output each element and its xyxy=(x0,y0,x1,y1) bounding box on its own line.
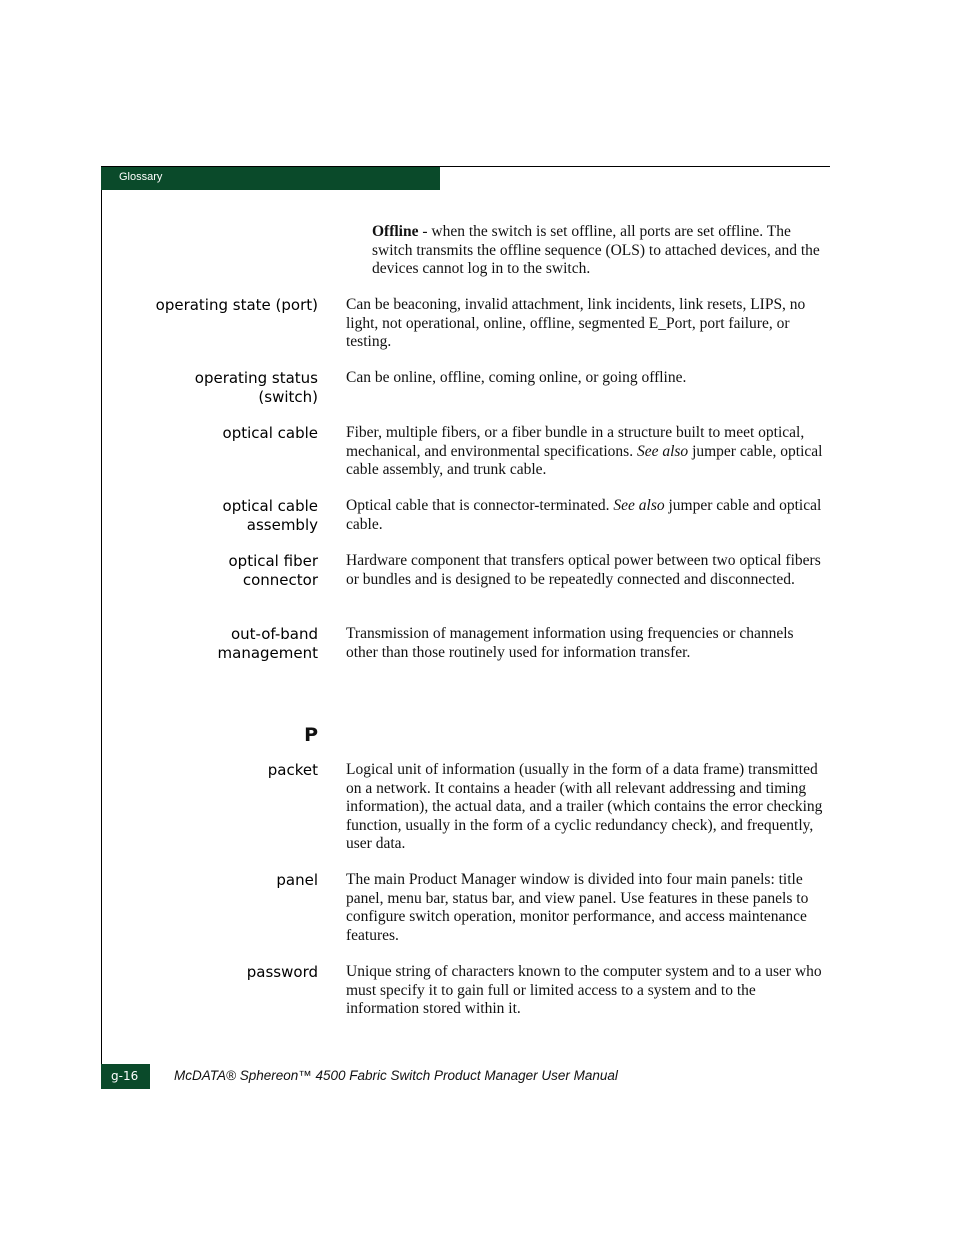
section-header-bar xyxy=(101,167,440,190)
offline-text: - when the switch is set offline, all ports are set offline. The switch transmits the offline sequence (OLS) to attached devices, and the devices cannot log in to the switch. xyxy=(372,223,820,278)
margin-rule xyxy=(101,166,102,1088)
definition-text: jumper cable and optical cable. xyxy=(346,497,822,533)
section-letter: P xyxy=(304,724,318,746)
see-also: See also xyxy=(636,442,689,460)
page-number-box xyxy=(101,1064,150,1089)
glossary-definition: Hardware component that transfers optical power between two optical fibers or bundles and is designed to be repeatedly connected and disconnected. xyxy=(346,552,821,588)
glossary-definition: Logical unit of information (usually in the form of a data frame) transmitted on a network. It contains a header (with all relevant addressing and timing information), the actual data, and a trailer (which contains the error checking function, usually in the form of a cyclic redundancy check), and frequently, user data. xyxy=(346,761,823,853)
glossary-definition xyxy=(346,497,826,534)
term-line: management xyxy=(217,644,318,662)
glossary-term: operating state (port) xyxy=(155,296,318,314)
glossary-definition: Unique string of characters known to the computer system and to a user who must specify it to gain full or limited access to a system and to the information stored within it. xyxy=(346,963,822,1018)
glossary-definition: The main Product Manager window is divided into four main panels: title panel, menu bar, status bar, and view panel. Use features in these panels to configure switch operation, monitor performance, and access maintenance features. xyxy=(346,871,809,944)
glossary-term xyxy=(120,497,318,535)
glossary-definition xyxy=(346,424,826,480)
glossary-term xyxy=(120,369,318,407)
offline-term: Offline xyxy=(372,223,419,240)
manual-title: McDATA® Sphereon™ 4500 Fabric Switch Product Manager User Manual xyxy=(174,1068,618,1083)
glossary-definition: Can be online, offline, coming online, or going offline. xyxy=(346,369,687,386)
definition-text: Optical cable that is connector-terminated. xyxy=(346,497,614,514)
term-line: operating status xyxy=(194,369,318,387)
glossary-term xyxy=(120,552,318,590)
section-header-label: Glossary xyxy=(119,171,163,183)
term-line: assembly xyxy=(246,516,318,534)
glossary-term: panel xyxy=(276,871,318,889)
term-line: out-of-band xyxy=(230,625,318,643)
definition-text: jumper cable, optical cable assembly, and trunk cable. xyxy=(346,442,823,479)
term-line: optical fiber xyxy=(228,552,318,570)
glossary-term: password xyxy=(246,963,318,981)
glossary-definition: Transmission of management information using frequencies or channels other than those routinely used for information transfer. xyxy=(346,625,794,661)
glossary-definition: Can be beaconing, invalid attachment, link incidents, link resets, LIPS, no light, not operational, online, offline, segmented E_Port, port failure, or testing. xyxy=(346,296,806,351)
continuation-definition xyxy=(372,223,826,279)
glossary-term xyxy=(120,625,318,663)
glossary-term: packet xyxy=(267,761,318,779)
glossary-term: optical cable xyxy=(222,424,318,442)
see-also: See also xyxy=(613,497,665,514)
term-line: optical cable xyxy=(222,497,318,515)
term-line: (switch) xyxy=(258,388,318,406)
definition-text: Fiber, multiple fibers, or a fiber bundle in a structure built to meet optical, mechanical, and environmental specifications. xyxy=(346,424,805,460)
term-line: connector xyxy=(242,571,318,589)
page-number: g-16 xyxy=(111,1069,139,1083)
